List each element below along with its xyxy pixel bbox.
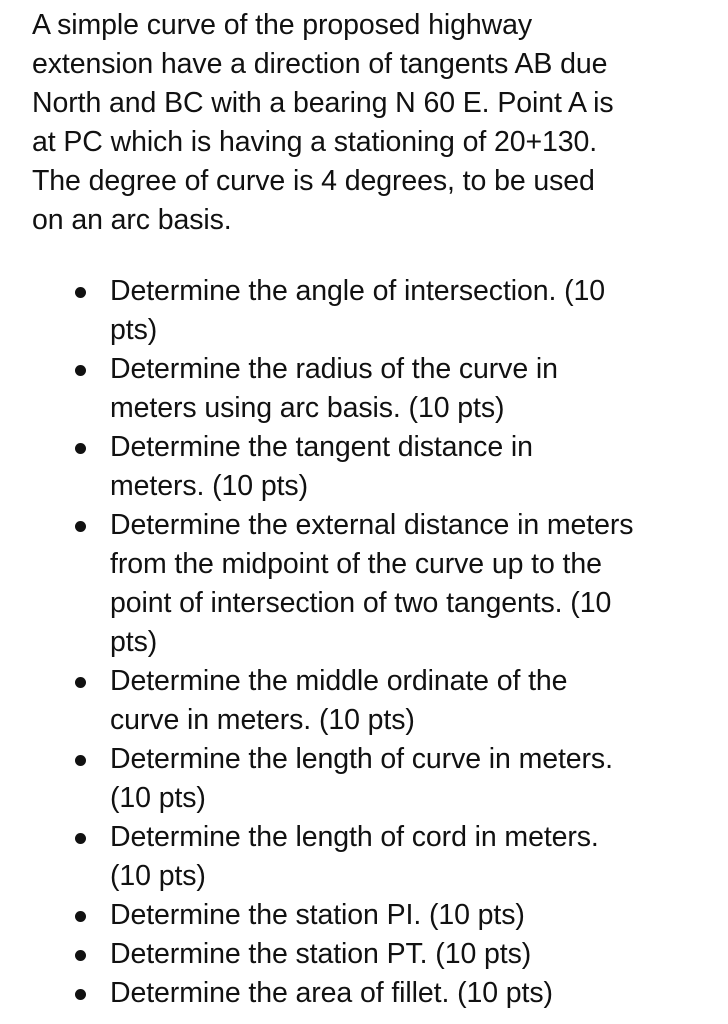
bullet-icon	[75, 521, 86, 532]
task-item	[110, 740, 708, 818]
task-line: meters using arc basis. (10 pts)	[110, 392, 505, 424]
task-item	[110, 506, 708, 662]
task-item	[110, 935, 708, 974]
bullet-icon	[75, 677, 86, 688]
task-line: Determine the length of curve in meters.	[110, 743, 613, 775]
task-line: pts)	[110, 314, 158, 346]
task-line: (10 pts)	[110, 782, 206, 814]
task-line: curve in meters. (10 pts)	[110, 704, 415, 736]
bullet-icon	[75, 833, 86, 844]
problem-line: A simple curve of the proposed highway	[32, 9, 532, 41]
task-item	[110, 974, 708, 1013]
problem-line: at PC which is having a stationing of 20+130.	[32, 126, 598, 158]
task-line: meters. (10 pts)	[110, 470, 308, 502]
task-item	[110, 896, 708, 935]
task-item	[110, 818, 708, 896]
bullet-icon	[75, 365, 86, 376]
bullet-icon	[75, 911, 86, 922]
task-line: Determine the angle of intersection. (10	[110, 275, 606, 307]
task-line: Determine the external distance in meters	[110, 509, 634, 541]
problem-line: The degree of curve is 4 degrees, to be used	[32, 165, 595, 197]
task-item	[110, 428, 708, 506]
task-line: Determine the radius of the curve in	[110, 353, 558, 385]
problem-line: on an arc basis.	[32, 204, 232, 236]
task-line: Determine the length of cord in meters.	[110, 821, 599, 853]
bullet-icon	[75, 443, 86, 454]
task-item	[110, 662, 708, 740]
task-line: Determine the station PI. (10 pts)	[110, 899, 525, 931]
task-item	[110, 272, 708, 350]
problem-statement	[32, 6, 708, 240]
problem-line: extension have a direction of tangents AB due	[32, 48, 608, 80]
bullet-icon	[75, 950, 86, 961]
task-line: Determine the area of fillet. (10 pts)	[110, 977, 553, 1009]
bullet-icon	[75, 989, 86, 1000]
bullet-icon	[75, 755, 86, 766]
task-item	[110, 350, 708, 428]
task-line: pts)	[110, 626, 158, 658]
task-line: point of intersection of two tangents. (10	[110, 587, 612, 619]
task-line: from the midpoint of the curve up to the	[110, 548, 602, 580]
problem-line: North and BC with a bearing N 60 E. Point A is	[32, 87, 614, 119]
task-line: Determine the tangent distance in	[110, 431, 533, 463]
task-line: Determine the middle ordinate of the	[110, 665, 568, 697]
task-line: Determine the station PT. (10 pts)	[110, 938, 532, 970]
task-list	[32, 272, 708, 1013]
bullet-icon	[75, 287, 86, 298]
task-line: (10 pts)	[110, 860, 206, 892]
